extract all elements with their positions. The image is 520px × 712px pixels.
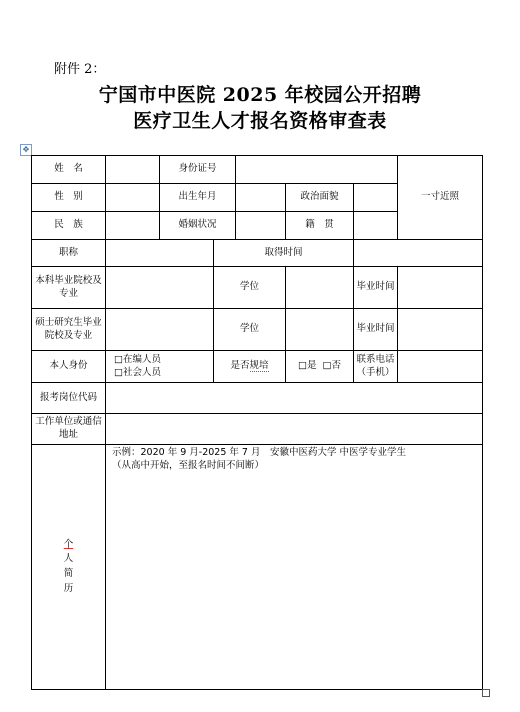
degree2-field[interactable] [286,309,354,351]
phone-label-note: （手机） [356,366,395,378]
phone-label [354,351,398,383]
marital-status-label: 婚姻状况 [160,212,236,240]
training-word: 规培 [249,360,269,372]
page-title: 宁国市中医院 2025 年校园公开招聘 [98,84,422,106]
training-prefix: 是否 [230,360,250,372]
undergrad-school-field[interactable] [106,267,214,309]
work-unit-label: 工作单位或通信地址 [32,414,106,445]
ethnicity-label: 民 族 [32,212,106,240]
graduation-time-field[interactable] [398,267,483,309]
master-school-label: 硕士研究生毕业院校及专业 [32,309,106,351]
identity-establishment-checkbox[interactable]: □在编人员 [114,353,161,365]
work-unit-field[interactable] [106,414,483,445]
table-row [32,156,483,184]
name-label: 姓 名 [32,156,106,184]
undergrad-school-label: 本科毕业院校及专业 [32,267,106,309]
resume-example: 示例：2020 年 9 月-2025 年 7 月 安徽中医药大学 中医学专业学生 [112,447,407,458]
degree-label: 学位 [214,267,286,309]
table-move-handle-icon[interactable]: ✥ [20,144,32,156]
resume-label-char: 人 [63,553,74,565]
table-row [32,351,483,383]
training-no-checkbox[interactable]: □否 [322,360,342,372]
gender-label: 性 别 [32,184,106,212]
resume-label [32,445,106,690]
ethnicity-field[interactable] [106,212,160,240]
degree-field[interactable] [286,267,354,309]
table-row [32,309,483,351]
political-status-field[interactable] [354,184,398,212]
title-obtained-time-field[interactable] [354,240,483,267]
resume-note: （从高中开始，至报名时间不间断） [112,459,265,471]
phone-label-text: 联系电话 [356,353,395,365]
native-place-field[interactable] [354,212,398,240]
id-number-field[interactable] [236,156,398,184]
name-field[interactable] [106,156,160,184]
training-options [286,351,354,383]
photo-box[interactable]: 一寸近照 [398,156,483,240]
title-field[interactable] [106,240,214,267]
resume-field[interactable] [106,445,483,690]
graduation-time-label: 毕业时间 [354,267,398,309]
resume-label-char: 历 [63,582,74,594]
position-code-label: 报考岗位代码 [32,383,106,414]
identity-social-checkbox[interactable]: □社会人员 [114,366,161,378]
marital-status-field[interactable] [236,212,286,240]
degree2-label: 学位 [214,309,286,351]
phone-field[interactable] [398,351,483,383]
identity-options [106,351,214,383]
table-row [32,445,483,690]
table-resize-handle[interactable] [482,689,490,697]
standardized-training-label [214,351,286,383]
resume-label-char: 个 [63,538,74,550]
native-place-label: 籍 贯 [286,212,354,240]
graduation-time2-label: 毕业时间 [354,309,398,351]
table-row [32,414,483,445]
title-obtained-time-label: 取得时间 [214,240,354,267]
id-number-label: 身份证号 [160,156,236,184]
graduation-time2-field[interactable] [398,309,483,351]
attachment-label: 附件 2： [54,62,106,77]
identity-label: 本人身份 [32,351,106,383]
title-label: 职称 [32,240,106,267]
table-row [32,267,483,309]
birth-date-field[interactable] [236,184,286,212]
training-yes-checkbox[interactable]: □是 [298,360,317,372]
master-school-field[interactable] [106,309,214,351]
table-row [32,240,483,267]
page-subtitle: 医疗卫生人才报名资格审查表 [133,110,387,132]
birth-date-label: 出生年月 [160,184,236,212]
political-status-label: 政治面貌 [286,184,354,212]
resume-label-char: 简 [63,568,74,579]
gender-field[interactable] [106,184,160,212]
position-code-field[interactable] [106,383,483,414]
qualification-form-table [31,155,483,690]
table-row [32,383,483,414]
